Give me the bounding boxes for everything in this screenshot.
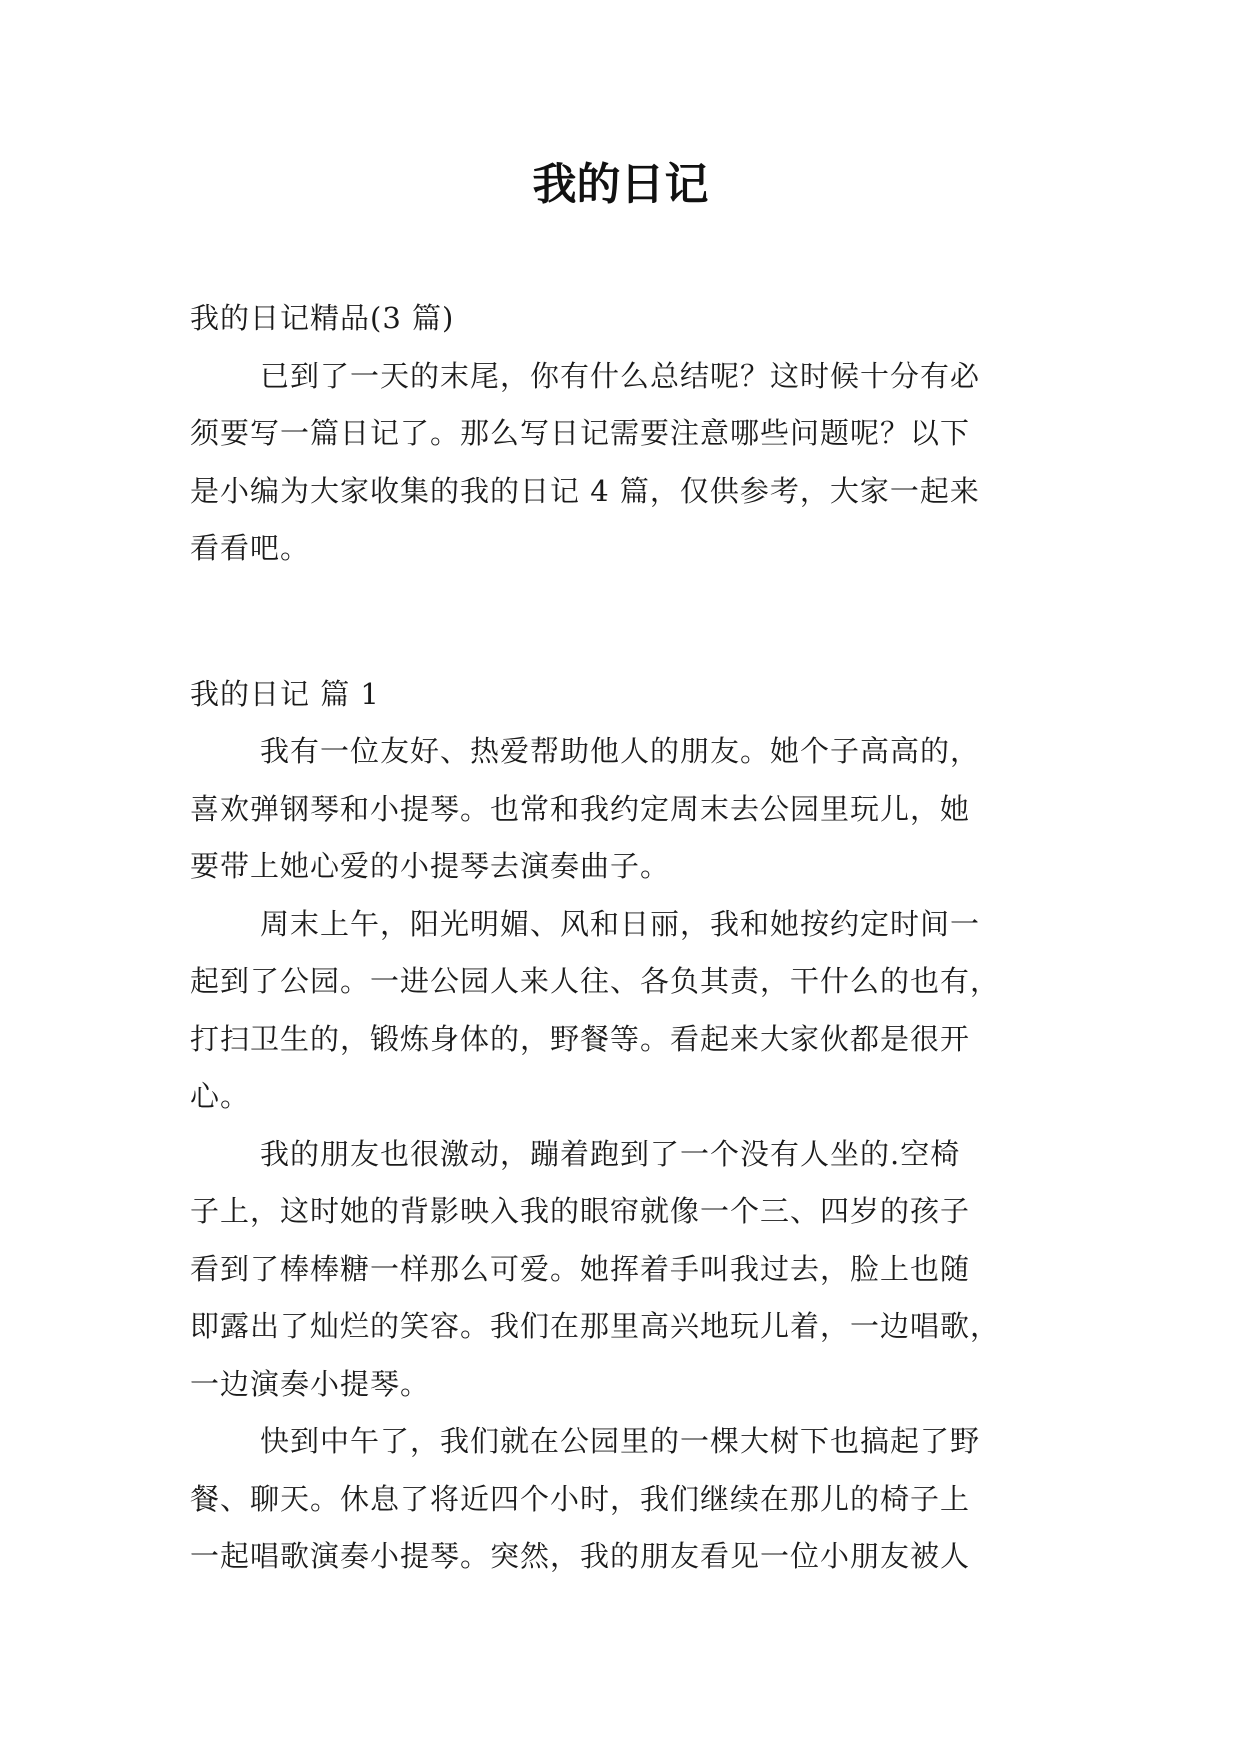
paragraph-line: 要带上她心爱的小提琴去演奏曲子。 bbox=[190, 849, 671, 883]
paragraph-line: 我的朋友也很激动，蹦着跑到了一个没有人坐的.空椅 bbox=[260, 1136, 961, 1171]
paragraph-line: 快到中午了，我们就在公园里的一棵大树下也搞起了野 bbox=[260, 1424, 981, 1458]
page-title: 我的日记 bbox=[532, 159, 709, 210]
paragraph-line: 喜欢弹钢琴和小提琴。也常和我约定周末去公园里玩儿，她 bbox=[190, 791, 971, 826]
intro-heading: 我的日记精品(3 篇) bbox=[190, 301, 455, 335]
paragraph-line: 即露出了灿烂的笑容。我们在那里高兴地玩儿着，一边唱歌， bbox=[190, 1309, 1001, 1343]
paragraph-line: 打扫卫生的，锻炼身体的，野餐等。看起来大家伙都是很开 bbox=[190, 1021, 971, 1056]
section-heading: 我的日记 篇 1 bbox=[190, 676, 380, 711]
paragraph-line: 心。 bbox=[190, 1079, 251, 1113]
document-body bbox=[190, 290, 1060, 1586]
paragraph-line: 起到了公园。一进公园人来人往、各负其责，干什么的也有， bbox=[190, 964, 1001, 998]
paragraph-line: 我有一位友好、热爱帮助他人的朋友。她个子高高的， bbox=[260, 734, 981, 768]
paragraph-line: 看到了棒棒糖一样那么可爱。她挥着手叫我过去，脸上也随 bbox=[190, 1251, 971, 1286]
paragraph-line: 周末上午，阳光明媚、风和日丽，我和她按约定时间一 bbox=[260, 906, 981, 941]
paragraph-line: 一起唱歌演奏小提琴。突然，我的朋友看见一位小朋友被人 bbox=[190, 1539, 971, 1573]
intro-line: 须要写一篇日记了。那么写日记需要注意哪些问题呢？以下 bbox=[190, 416, 971, 450]
section-spacer bbox=[190, 578, 1060, 666]
paragraph-line: 一边演奏小提琴。 bbox=[190, 1366, 431, 1401]
intro-line: 是小编为大家收集的我的日记 4 篇，仅供参考，大家一起来 bbox=[190, 473, 980, 508]
intro-line: 已到了一天的末尾，你有什么总结呢？这时候十分有必 bbox=[260, 358, 981, 393]
paragraph-line: 餐、聊天。休息了将近四个小时，我们继续在那儿的椅子上 bbox=[190, 1481, 971, 1516]
paragraph-line: 子上，这时她的背影映入我的眼帘就像一个三、四岁的孩子 bbox=[190, 1194, 971, 1228]
intro-line: 看看吧。 bbox=[190, 531, 311, 565]
